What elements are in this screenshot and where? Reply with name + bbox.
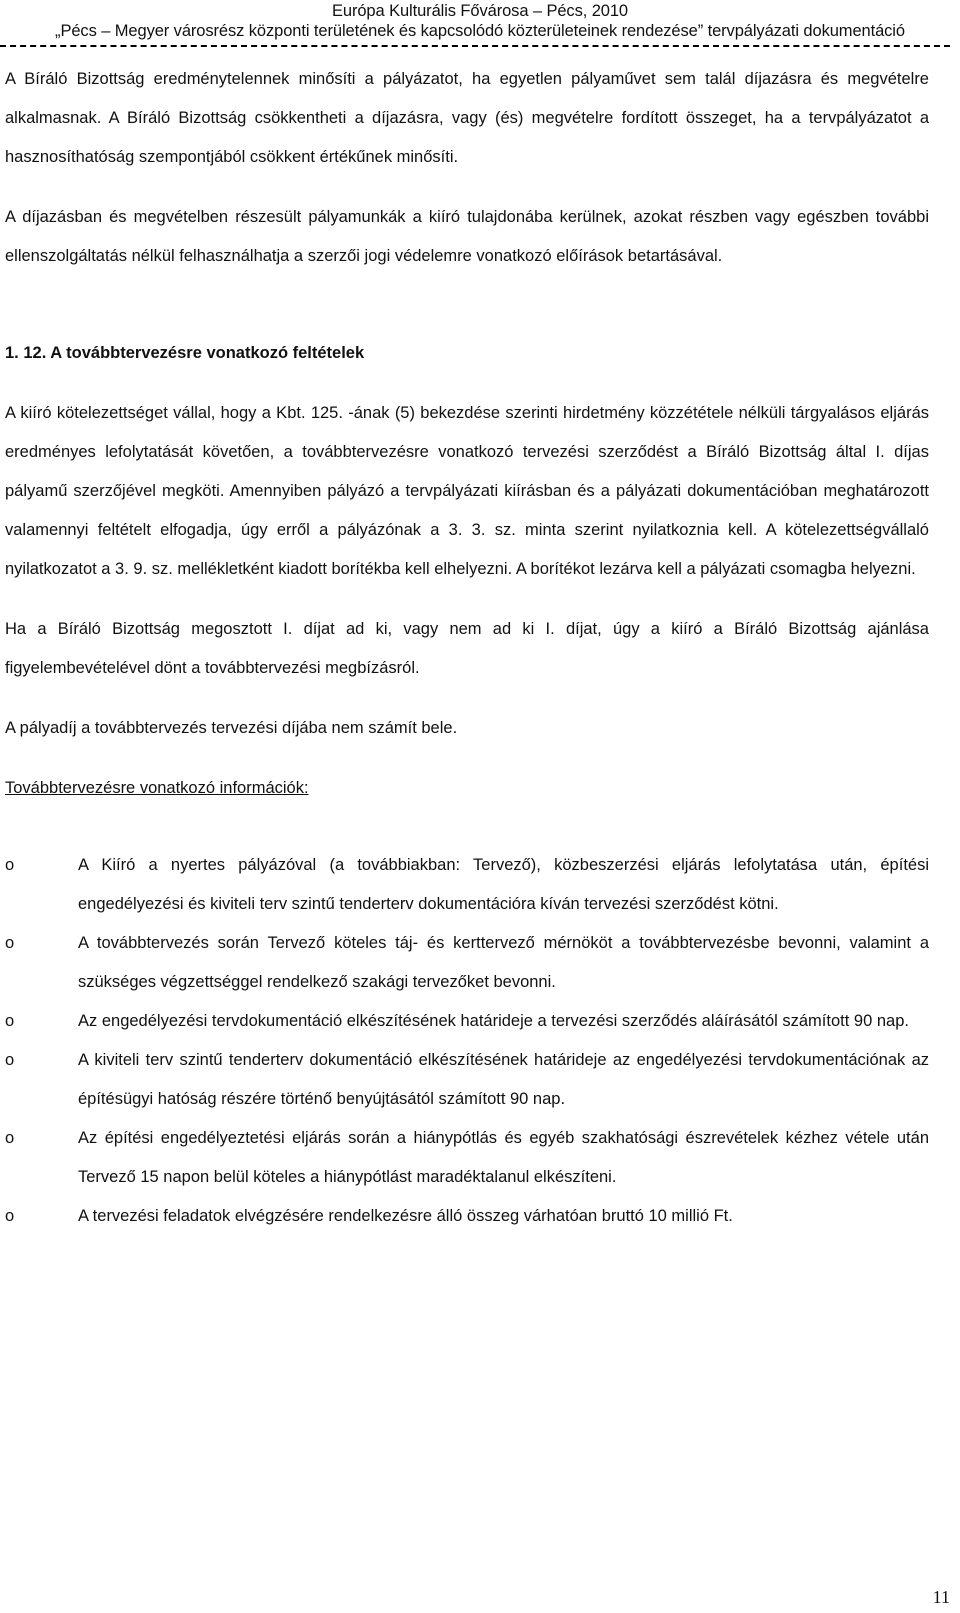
list-item-text: A tervezési feladatok elvégzésére rendelkezésre álló összeg várhatóan bruttó 10 millió Ft. xyxy=(78,1207,733,1225)
section-heading: 1. 12. A továbbtervezésre vonatkozó feltételek xyxy=(5,344,365,362)
paragraph-obligation: A kiíró kötelezettséget vállal, hogy a Kbt. 125. -ának (5) bekezdése szerinti hirdetmény közzététele nélküli tárgyalásos eljárás eredményes lefolytatását követően, a továbbtervezésre vonatkozó tervezési szerződést a Bíráló Bizottság által I. díjas pályamű szerzőjével megköti. Amennyiben pályázó a tervpályázati kiírásban és a pályázati dokumentációban meghatározott valamennyi feltételt elfogadja, úgy erről a pályázónak a 3. 3. sz. minta szerint nyilatkoznia kell. A kötelezettségvállaló nyilatkozatot a 3. 9. sz. mellékletként kiadott borítékba kell elhelyezni. A borítékot lezárva kell a pályázati csomagba helyezni. xyxy=(5,404,929,578)
bullet-marker: o xyxy=(5,1012,15,1030)
list-item-text: A továbbtervezés során Tervező köteles táj- és kerttervező mérnököt a továbbtervezésbe bevonni, valamint a szükséges végzettséggel rendelkező szakági tervezőket bevonni. xyxy=(78,934,929,991)
list-item xyxy=(5,1119,929,1197)
list-item-text: Az építési engedélyeztetési eljárás során a hiánypótlás és egyéb szakhatósági észrevételek kézhez vétele után Tervező 15 napon belül köteles a hiánypótlást maradéktalanul elkészíteni. xyxy=(78,1129,929,1186)
bullet-marker: o xyxy=(5,1051,15,1069)
list-item-text: Az engedélyezési tervdokumentáció elkészítésének határideje a tervezési szerződés aláírásától számított 90 nap. xyxy=(78,1012,909,1030)
list-item xyxy=(5,1197,929,1236)
bullet-marker: o xyxy=(5,856,15,874)
list-item xyxy=(5,846,929,924)
page-number: 11 xyxy=(932,1587,950,1607)
list-item xyxy=(5,924,929,1002)
info-list xyxy=(5,846,929,1236)
list-item xyxy=(5,1002,929,1041)
paragraph-shared-prize: Ha a Bíráló Bizottság megosztott I. díjat ad ki, vagy nem ad ki I. díjat, úgy a kiíró a Bíráló Bizottság ajánlása figyelembevételével dönt a továbbtervezési megbízásról. xyxy=(5,620,929,677)
paragraph-evaluation: A Bíráló Bizottság eredménytelennek minősíti a pályázatot, ha egyetlen pályaművet sem talál díjazásra és megvételre alkalmasnak. A Bíráló Bizottság csökkentheti a díjazásra, vagy (és) megvételre fordított összeget, ha a tervpályázatot a hasznosíthatóság szempontjából csökkent értékűnek minősíti. xyxy=(5,70,929,166)
bullet-marker: o xyxy=(5,1129,15,1147)
page-header xyxy=(0,0,960,41)
list-item-text: A Kiíró a nyertes pályázóval (a továbbiakban: Tervező), közbeszerzési eljárás lefolytatása után, építési engedélyezési és kiviteli terv szintű tenderterv dokumentációra kíván tervezési szerződést kötni. xyxy=(78,856,929,913)
list-item-text: A kiviteli terv szintű tenderterv dokumentáció elkészítésének határideje az engedélyezési tervdokumentációnak az építésügyi hatóság részére történő benyújtásától számított 90 nap. xyxy=(78,1051,929,1108)
bullet-marker: o xyxy=(5,1207,15,1225)
header-divider xyxy=(0,45,950,47)
header-subtitle: „Pécs – Megyer városrész központi területének és kapcsolódó közterületeinek rendezése” tervpályázati dokumentáció xyxy=(55,22,905,40)
header-title: Európa Kulturális Fővárosa – Pécs, 2010 xyxy=(331,2,629,20)
paragraph-ownership: A díjazásban és megvételben részesült pályamunkák a kiíró tulajdonába kerülnek, azokat részben vagy egészben további ellenszolgáltatás nélkül felhasználhatja a szerzői jogi védelemre vonatkozó előírások betartásával. xyxy=(5,208,929,265)
document-body xyxy=(5,60,929,1236)
info-heading: Továbbtervezésre vonatkozó információk: xyxy=(5,779,309,797)
list-item xyxy=(5,1041,929,1119)
paragraph-fee: A pályadíj a továbbtervezés tervezési díjába nem számít bele. xyxy=(5,719,458,737)
bullet-marker: o xyxy=(5,934,15,952)
